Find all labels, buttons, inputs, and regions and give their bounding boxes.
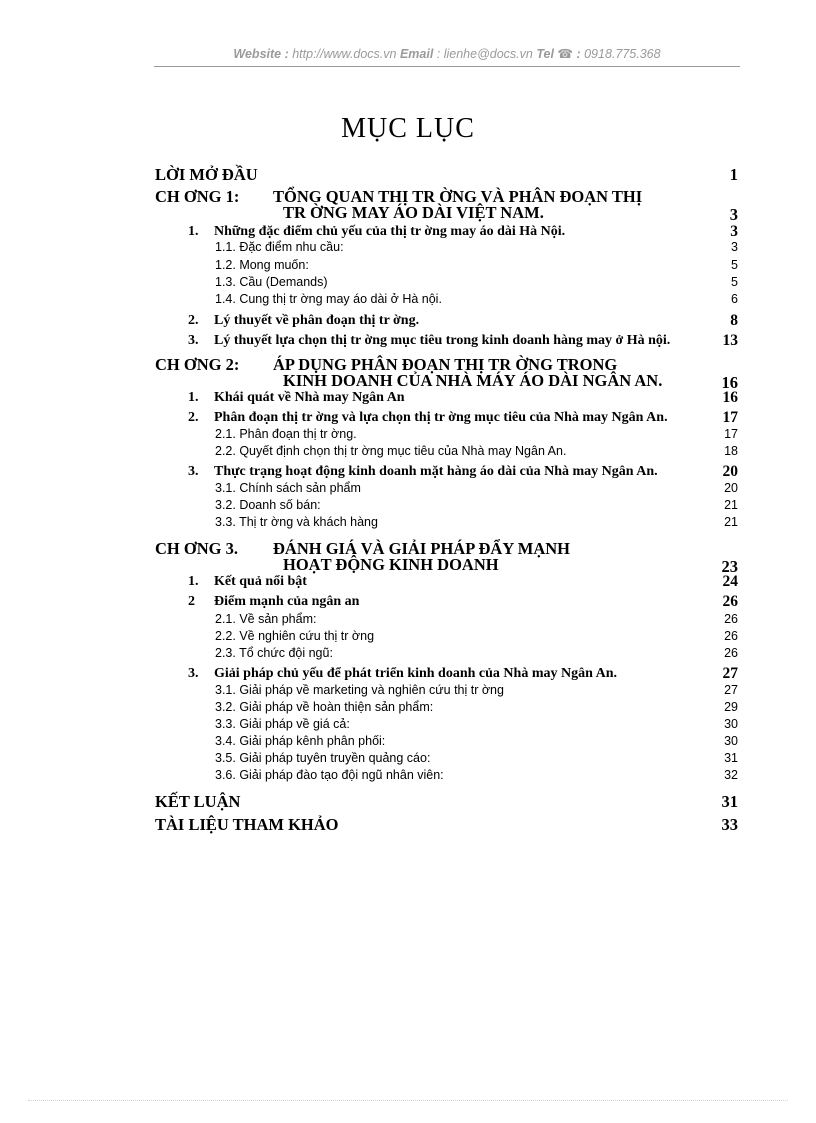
toc-entry-title: Thực trạng hoạt động kinh doanh mặt hàng áo dài của Nhà may Ngân An. bbox=[214, 464, 658, 479]
toc-chapter-3[interactable] bbox=[155, 539, 738, 577]
toc-entry-page: 18 bbox=[724, 444, 738, 458]
toc-entry-title: 3.1. Giải pháp về marketing và nghiên cứu thị tr ờng bbox=[215, 683, 504, 697]
toc-entry-title: Khái quát về Nhà may Ngân An bbox=[214, 390, 405, 405]
header-divider bbox=[154, 66, 740, 67]
section-number: 3. bbox=[188, 333, 199, 348]
toc-section-2-1[interactable] bbox=[155, 390, 738, 410]
toc-entry-page: 26 bbox=[724, 612, 738, 626]
toc-entry-title: 3.2. Giải pháp về hoàn thiện sản phẩm: bbox=[215, 700, 434, 714]
toc-entry-title: 3.3. Thị tr ờng và khách hàng bbox=[215, 515, 378, 529]
toc-entry-page: 31 bbox=[724, 751, 738, 765]
email-label: Email bbox=[399, 47, 434, 61]
toc-entry-page: 26 bbox=[724, 646, 738, 660]
toc-entry-page: 27 bbox=[724, 683, 738, 697]
toc-entry-title: 3.1. Chính sách sản phẩm bbox=[215, 481, 361, 495]
toc-entry-title: Lý thuyết về phân đoạn thị tr ờng. bbox=[214, 313, 420, 328]
website-link[interactable]: http://www.docs.vn bbox=[292, 47, 397, 61]
toc-entry-page: 21 bbox=[724, 515, 738, 529]
section-number: 1. bbox=[188, 390, 199, 405]
toc-entry-page: 23 bbox=[721, 557, 738, 576]
toc-entry-title: Những đặc điểm chủ yếu của thị tr ờng may áo dài Hà Nội. bbox=[214, 224, 566, 239]
section-number: 2. bbox=[188, 313, 199, 328]
toc-entry-page: 24 bbox=[722, 573, 738, 590]
toc-entry-page: 27 bbox=[722, 665, 738, 682]
toc-entry-page: 26 bbox=[722, 593, 738, 610]
toc-entry-page: 8 bbox=[730, 312, 738, 329]
chapter-label: CH ƠNG 3. bbox=[155, 539, 238, 558]
toc-entry-title: 3.2. Doanh số bán: bbox=[215, 498, 321, 512]
toc-entry-title: 1.3. Cầu (Demands) bbox=[215, 275, 328, 289]
toc-section-1-2[interactable] bbox=[155, 313, 738, 333]
toc-chapter-1[interactable] bbox=[155, 187, 738, 225]
toc-chapter-2[interactable] bbox=[155, 355, 738, 393]
toc-entry-page: 31 bbox=[721, 792, 738, 811]
section-number: 2 bbox=[188, 594, 195, 609]
toc-entry-page: 16 bbox=[722, 389, 738, 406]
toc-entry-title: 2.2. Quyết định chọn thị tr ờng mục tiêu của Nhà may Ngân An. bbox=[215, 444, 567, 458]
toc-entry-page: 30 bbox=[724, 734, 738, 748]
chapter-title-line2: TR ỜNG MAY ÁO DÀI VIỆT NAM. bbox=[283, 203, 544, 222]
toc-entry-page: 30 bbox=[724, 717, 738, 731]
toc-entry-page: 5 bbox=[731, 275, 738, 289]
email-link[interactable]: : lienhe@docs.vn bbox=[436, 47, 533, 61]
toc-entry-intro[interactable] bbox=[155, 165, 738, 185]
toc-entry-title: Kết quả nổi bật bbox=[214, 574, 307, 589]
page-bottom-border bbox=[28, 1100, 788, 1101]
toc-subsection-3-3-6[interactable] bbox=[155, 768, 738, 788]
toc-entry-title: 1.2. Mong muốn: bbox=[215, 258, 309, 272]
toc-entry-title: Phân đoạn thị tr ờng và lựa chọn thị tr ờng mục tiêu của Nhà may Ngân An. bbox=[214, 410, 668, 425]
toc-entry-title: 1.4. Cung thị tr ờng may áo dài ở Hà nội. bbox=[215, 292, 442, 306]
toc-entry-page: 5 bbox=[731, 258, 738, 272]
page-header bbox=[154, 46, 740, 66]
toc-entry-title: 2.2. Về nghiên cứu thị tr ờng bbox=[215, 629, 375, 643]
tel-label: Tel ☎ : bbox=[536, 47, 581, 61]
toc-entry-title: 2.1. Phân đoạn thị tr ờng. bbox=[215, 427, 357, 441]
toc-entry-page: 17 bbox=[724, 427, 738, 441]
toc-subsection-1-1-4[interactable] bbox=[155, 292, 738, 312]
section-number: 1. bbox=[188, 224, 199, 239]
toc-entry-page: 20 bbox=[724, 481, 738, 495]
chapter-title-line2: HOẠT ĐỘNG KINH DOANH bbox=[283, 555, 499, 574]
toc-entry-title: Điểm mạnh của ngân an bbox=[214, 594, 360, 609]
section-number: 2. bbox=[188, 410, 199, 425]
toc-entry-title: 3.3. Giải pháp về giá cả: bbox=[215, 717, 350, 731]
chapter-label: CH ƠNG 2: bbox=[155, 355, 240, 374]
chapter-label: CH ƠNG 1: bbox=[155, 187, 240, 206]
toc-entry-page: 13 bbox=[722, 332, 738, 349]
chapter-title-line1: TỔNG QUAN THỊ TR ỜNG VÀ PHÂN ĐOẠN THỊ bbox=[273, 187, 643, 206]
section-number: 1. bbox=[188, 574, 199, 589]
toc-entry-page: 20 bbox=[722, 463, 738, 480]
toc-subsection-1-1-1[interactable] bbox=[155, 240, 738, 260]
toc-entry-title: 3.4. Giải pháp kênh phân phối: bbox=[215, 734, 386, 748]
toc-entry-title: 2.3. Tổ chức đội ngũ: bbox=[215, 646, 333, 660]
toc-section-3-2[interactable] bbox=[155, 594, 738, 614]
toc-entry-page: 21 bbox=[724, 498, 738, 512]
toc-entry-page: 1 bbox=[729, 165, 738, 184]
toc-entry-page: 3 bbox=[730, 223, 738, 240]
toc-entry-page: 33 bbox=[721, 815, 738, 834]
section-number: 3. bbox=[188, 666, 199, 681]
toc-entry-page: 16 bbox=[721, 373, 738, 392]
toc-entry-title: 1.1. Đặc điểm nhu cầu: bbox=[215, 240, 344, 254]
toc-subsection-3-2-3[interactable] bbox=[155, 646, 738, 666]
toc-section-1-3[interactable] bbox=[155, 333, 738, 353]
toc-subsection-2-3-3[interactable] bbox=[155, 515, 738, 535]
tel-number: 0918.775.368 bbox=[584, 47, 661, 61]
website-label: Website : bbox=[233, 47, 289, 61]
toc-entry-title: KẾT LUẬN bbox=[155, 792, 241, 811]
toc-entry-page: 3 bbox=[731, 240, 738, 254]
toc-entry-title: 3.6. Giải pháp đào tạo đội ngũ nhân viên: bbox=[215, 768, 444, 782]
toc-entry-title: Giải pháp chủ yếu để phát triển kinh doanh của Nhà may Ngân An. bbox=[214, 666, 617, 681]
toc-entry-title: TÀI LIỆU THAM KHẢO bbox=[155, 815, 339, 834]
chapter-title-line1: ĐÁNH GIÁ VÀ GIẢI PHÁP ĐẨY MẠNH bbox=[273, 539, 570, 558]
section-number: 3. bbox=[188, 464, 199, 479]
toc-entry-title: 2.1. Về sản phẩm: bbox=[215, 612, 317, 626]
toc-entry-title: LỜI MỞ ĐẦU bbox=[155, 165, 258, 184]
chapter-title-line2: KINH DOANH CỦA NHÀ MÁY ÁO DÀI NGÂN AN. bbox=[283, 371, 663, 390]
toc-entry-page: 26 bbox=[724, 629, 738, 643]
chapter-title-line1: ÁP DỤNG PHÂN ĐOẠN THỊ TR ỜNG TRONG bbox=[273, 355, 618, 374]
toc-entry-title: 3.5. Giải pháp tuyên truyền quảng cáo: bbox=[215, 751, 431, 765]
toc-section-3-1[interactable] bbox=[155, 574, 738, 594]
toc-entry-page: 17 bbox=[722, 409, 738, 426]
page-title: MỤC LỤC bbox=[341, 113, 475, 144]
toc-entry-page: 6 bbox=[731, 292, 738, 306]
toc-entry-page: 32 bbox=[724, 768, 738, 782]
toc-subsection-2-2-2[interactable] bbox=[155, 444, 738, 464]
toc-entry-references[interactable] bbox=[155, 815, 738, 835]
toc-entry-page: 29 bbox=[724, 700, 738, 714]
toc-entry-conclusion[interactable] bbox=[155, 792, 738, 812]
toc-entry-title: Lý thuyết lựa chọn thị tr ờng mục tiêu trong kinh doanh hàng may ở Hà nội. bbox=[214, 333, 671, 348]
toc-entry-page: 3 bbox=[729, 205, 738, 224]
